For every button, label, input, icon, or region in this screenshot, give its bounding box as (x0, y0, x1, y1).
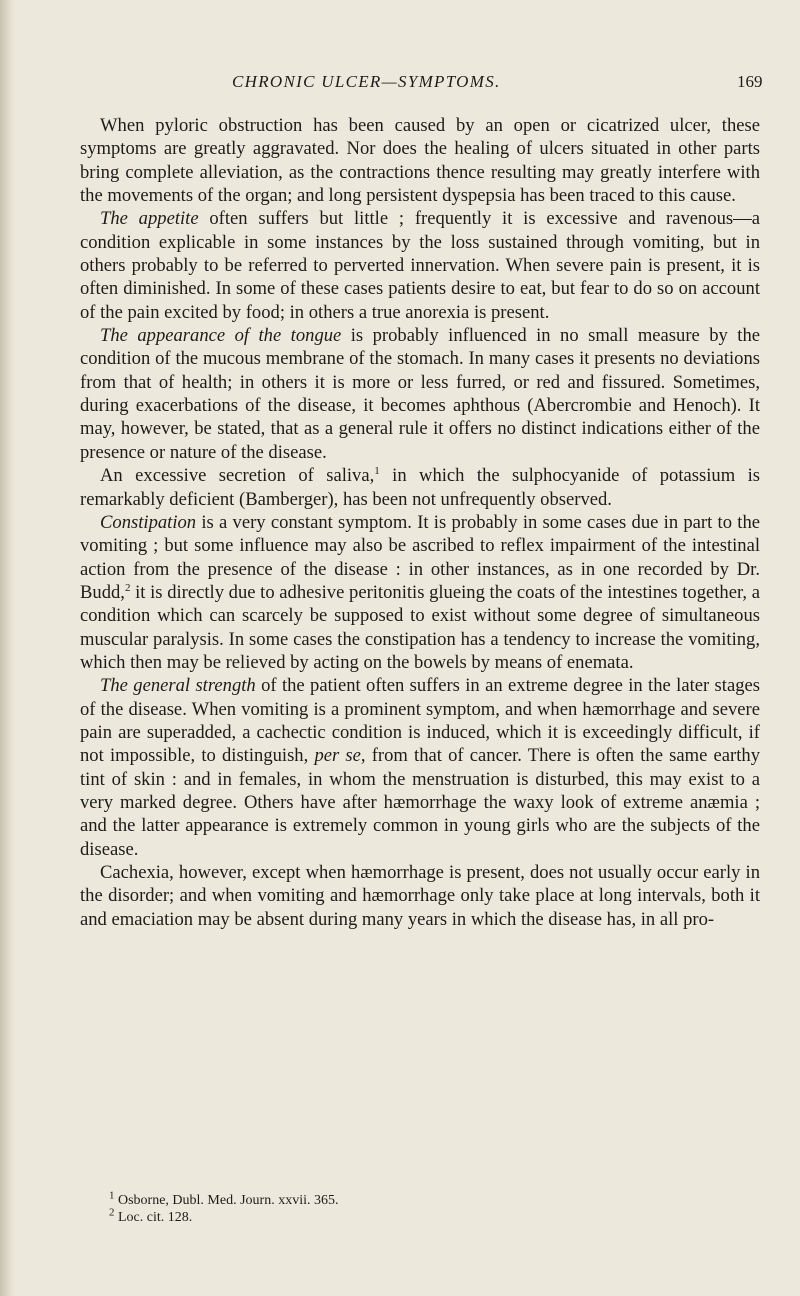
footnote-ref-1[interactable]: 1 (374, 464, 380, 477)
paragraph-lead: The appearance of the tongue (100, 325, 342, 347)
footnotes (109, 1189, 509, 1226)
paragraph-saliva (80, 464, 760, 511)
footnote-text: Osborne, Dubl. Med. Journ. xxvii. 365. (114, 1193, 339, 1208)
footnote-1 (109, 1189, 509, 1209)
paragraph-text: An excessive secretion of saliva, (100, 465, 375, 487)
paragraph-text: , from that of cancer. There is often the same earthy tint of skin : and in females, in whom the menstruation is disturbed, this may exist to a very marked degree. Others have after hæmorrhage the waxy look of extreme anæmia ; and the latter appearance is extremely common in young girls who are the subjects of the disease. (80, 745, 760, 860)
paragraph-text: is a very constant symptom. It is probably in some cases due in part to the vomiting ; but some influence may also be ascribed to reflex impairment of the intestinal action from the presence of the disease : in other instances, as in one recorded by Dr. Budd, (80, 511, 760, 603)
paragraph-lead: The appetite (100, 208, 199, 230)
paragraph-appetite (80, 207, 760, 324)
paragraph-general-strength (80, 674, 760, 861)
paragraph-text: When pyloric obstruction has been caused by an open or cicatrized ulcer, these symptoms are greatly aggravated. Nor does the healing of ulcers situated in other parts bring complete alleviation, as the contractions thence resulting may greatly interfere with the movements of the organ; and long persistent dyspepsia has been traced to this cause. (80, 115, 760, 207)
paragraph-tongue (80, 324, 760, 464)
running-head: CHRONIC ULCER—SYMPTOMS. (232, 72, 501, 91)
footnote-marker: 1 (109, 1189, 115, 1202)
paragraph-text: in which the sulphocyanide of potassium is remarkably deficient (Bamberger), has been not unfrequently observed. (80, 465, 760, 510)
paragraph-text: is probably influenced in no small measure by the condition of the mucous membrane of the stomach. In many cases it presents no deviations from that of health; in others it is more or less furred, or red and fissured. Sometimes, during exacerbations of the disease, it becomes aphthous (Abercrombie and Henoch). It may, however, be stated, that as a general rule it offers no distinct indications either of the presence or nature of the disease. (80, 325, 760, 463)
paragraph-text: it is directly due to adhesive peritonitis glueing the coats of the intestines together, a condition which can scarcely be supposed to exist without some degree of simultaneous muscular paralysis. In some cases the constipation has a tendency to increase the vomiting, which then may be relieved by acting on the bowels by means of enemata. (80, 581, 760, 673)
footnote-text: Loc. cit. 128. (114, 1210, 193, 1225)
paragraph-cachexia (80, 861, 760, 931)
paragraph-text: of the patient often suffers in an extreme degree in the later stages of the disease. When vomiting is a prominent symptom, and when hæmorrhage and severe pain are superadded, a cachectic condition is induced, which it is exceedingly difficult, if not impossible, to distinguish, (80, 675, 761, 767)
page-number: 169 (737, 72, 763, 91)
paragraph-lead: Constipation (100, 511, 197, 533)
paragraph-text: often suffers but little ; frequently it is excessive and ravenous—a condition explicable in some instances by the loss sustained through vomiting, but in others probably to be referred to perverted innervation. When severe pain is present, it is often diminished. In some of these cases patients desire to eat, but fear to do so on account of the pain excited by food; in others a true anorexia is present. (80, 208, 761, 323)
paragraph-text: Cachexia, however, except when hæmorrhage is present, does not usually occur early in the disorder; and when vomiting and hæmorrhage only take place at long intervals, both it and emaciation may be absent during many years in which the disease has, in all pro- (80, 862, 760, 930)
body-text (80, 114, 760, 931)
footnote-marker: 2 (109, 1206, 115, 1219)
italic-phrase: per se (314, 745, 361, 767)
paragraph-pyloric-obstruction (80, 114, 760, 207)
paragraph-constipation (80, 511, 760, 674)
footnote-ref-2[interactable]: 2 (124, 581, 131, 594)
paragraph-lead: The general strength (100, 675, 256, 697)
footnote-2 (109, 1206, 509, 1226)
